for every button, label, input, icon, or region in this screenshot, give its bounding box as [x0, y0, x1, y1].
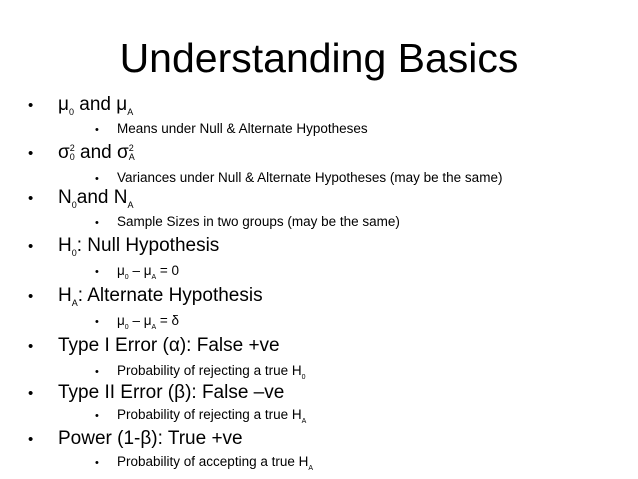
sub-bullet-n: • Sample Sizes in two groups (may be the same) — [95, 214, 400, 229]
bullet-dot: • — [28, 238, 34, 255]
sub-bullet-power: • Probability of accepting a true $H_A$ — [95, 454, 314, 472]
sub-bullet-sigma: • Variances under Null & Alternate Hypotheses (may be the same) — [95, 170, 503, 185]
bullet-mu: • $\mu_0$ and $\mu_A$ — [28, 94, 134, 117]
bullet-dot: • — [95, 266, 99, 278]
sub-bullet-type2: • Probability of rejecting a true $H_A$ — [95, 407, 307, 425]
bullet-dot: • — [95, 173, 99, 185]
bullet-dot: • — [95, 457, 99, 469]
bullet-h0: • $H_0$: Null Hypothesis — [28, 235, 220, 258]
slide-title: Understanding Basics — [119, 35, 519, 81]
bullet-dot: • — [28, 385, 34, 402]
bullet-dot: • — [95, 410, 99, 422]
bullet-type1: • Type I Error (α): False +ve — [28, 335, 280, 356]
bullet-dot: • — [28, 431, 34, 448]
sub-bullet-h0: • $\mu_0 - \mu_A = 0$ — [95, 263, 180, 281]
sub-bullet-mu: • Means under Null & Alternate Hypotheses — [95, 121, 368, 136]
bullet-sigma: • σ 2 0 and σ 2 A — [28, 142, 135, 163]
sub-bullet-type1: • Probability of rejecting a true $H_0$ — [95, 363, 306, 381]
bullet-n: • $N_0and$ $N_A$ — [28, 187, 134, 210]
bullet-dot: • — [95, 217, 99, 229]
bullet-dot: • — [28, 97, 34, 114]
bullet-dot: • — [28, 190, 34, 207]
bullet-dot: • — [95, 316, 99, 328]
bullet-power: • Power (1-β): True +ve — [28, 428, 243, 449]
bullet-ha: • $H_A$: Alternate Hypothesis — [28, 285, 263, 308]
bullet-dot: • — [95, 366, 99, 378]
bullet-dot: • — [28, 288, 34, 305]
sub-bullet-ha: • $\mu_0 - \mu_A = \delta$ — [95, 313, 180, 331]
bullet-type2: • Type II Error (β): False –ve — [28, 382, 285, 403]
bullet-dot: • — [28, 145, 34, 162]
bullet-dot: • — [28, 338, 34, 355]
bullet-dot: • — [95, 124, 99, 136]
